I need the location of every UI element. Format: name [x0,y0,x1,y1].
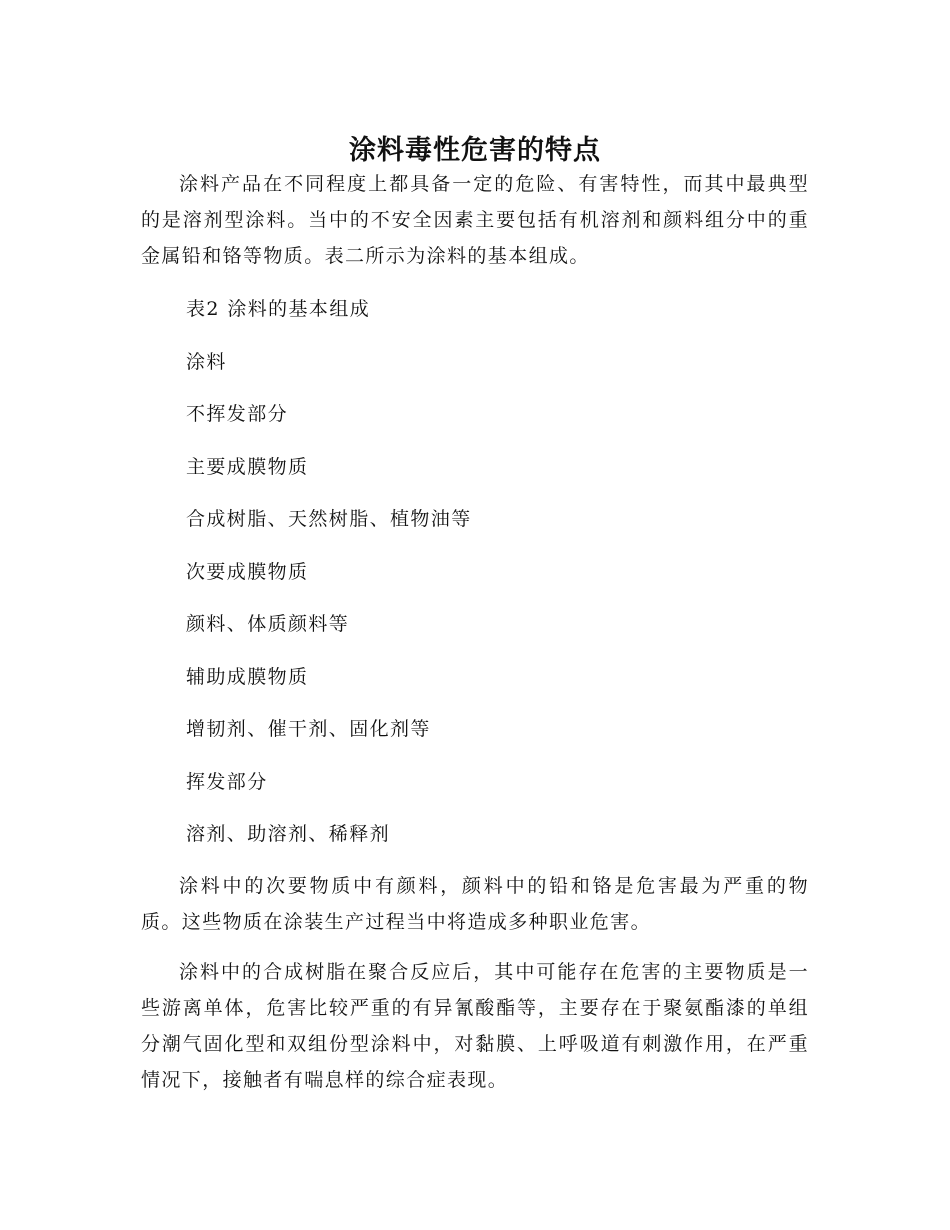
resin-paragraph: 涂料中的合成树脂在聚合反应后，其中可能存在危害的主要物质是一些游离单体，危害比较严重的有异氰酸酯等，主要存在于聚氨酯漆的单组分潮气固化型和双组份型涂料中，对黏膜、上呼吸道有刺激作用，在严重情况下，接触者有喘息样的综合症表现。 [141,961,809,1091]
table-line-additives: 增韧剂、催干剂、固化剂等 [186,718,431,740]
intro-paragraph: 涂料产品在不同程度上都具备一定的危险、有害特性，而其中最典型的是溶剂型涂料。当中的不安全因素主要包括有机溶剂和颜料组分中的重金属铅和铬等物质。表二所示为涂料的基本组成。 [141,173,809,267]
table-line-volatile: 挥发部分 [186,770,268,793]
document-body [141,166,809,1098]
table-line-primary-film: 主要成膜物质 [186,455,309,478]
pigment-paragraph: 涂料中的次要物质中有颜料，颜料中的铅和铬是危害最为严重的物质。这些物质在涂装生产过程当中将造成多种职业危害。 [141,875,809,933]
table-line-pigments: 颜料、体质颜料等 [186,613,350,635]
table-line-solvents: 溶剂、助溶剂、稀释剂 [186,823,391,845]
table-line-coating: 涂料 [186,350,227,373]
table-line-nonvolatile: 不挥发部分 [186,403,289,425]
table-line-auxiliary-film: 辅助成膜物质 [186,665,309,688]
table-caption: 表2 涂料的基本组成 [186,298,371,320]
table-line-resins: 合成树脂、天然树脂、植物油等 [186,508,472,530]
table-line-secondary-film: 次要成膜物质 [186,560,309,583]
document-title: 涂料毒性危害的特点 [349,135,601,167]
